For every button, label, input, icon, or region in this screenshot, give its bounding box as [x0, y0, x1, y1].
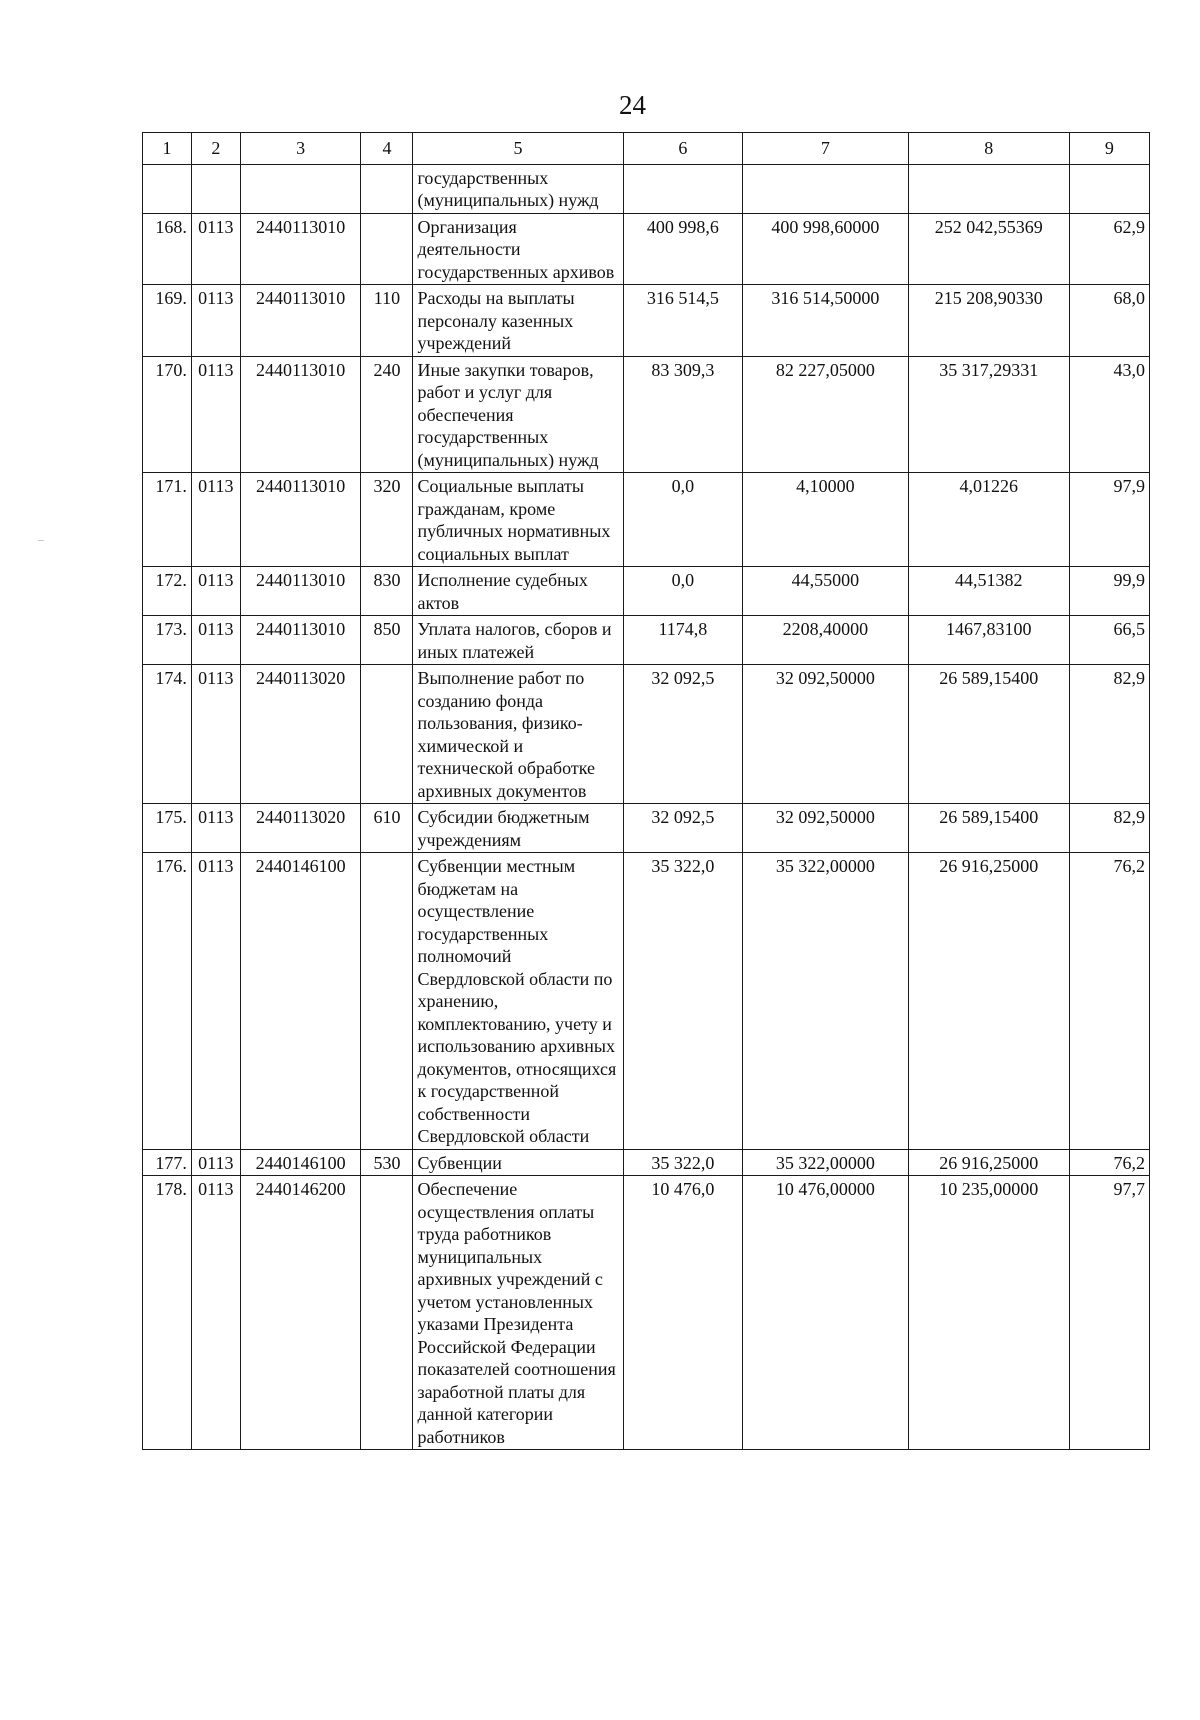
target-article-code: 2440113010 [240, 285, 361, 357]
planned-amount: 35 322,0 [623, 853, 743, 1150]
executed-amount: 215 208,90330 [908, 285, 1069, 357]
execution-percent: 68,0 [1069, 285, 1149, 357]
column-number-row [143, 133, 1150, 165]
specified-amount: 32 092,50000 [743, 665, 908, 804]
expense-name: Выполнение работ по созданию фонда пользования, физико-химической и технической обработке архивных документов [413, 665, 623, 804]
table-row [143, 853, 1150, 1150]
column-number: 9 [1069, 133, 1149, 165]
execution-percent: 97,7 [1069, 1176, 1149, 1450]
expense-type-code: 830 [361, 567, 413, 616]
execution-percent: 76,2 [1069, 853, 1149, 1150]
executed-amount: 26 916,25000 [908, 1149, 1069, 1176]
budget-table [142, 132, 1150, 1450]
row-number: 177. [143, 1149, 192, 1176]
expense-name: Субсидии бюджетным учреждениям [413, 804, 623, 853]
row-number: 172. [143, 567, 192, 616]
table-row [143, 473, 1150, 567]
section-code: 0113 [191, 285, 240, 357]
expense-type-code: 610 [361, 804, 413, 853]
section-code: 0113 [191, 356, 240, 473]
target-article-code: 2440146100 [240, 853, 361, 1150]
row-number: 171. [143, 473, 192, 567]
table-row [143, 665, 1150, 804]
table-header [143, 133, 1150, 165]
expense-type-code [361, 1176, 413, 1450]
table-row [143, 164, 1150, 213]
row-number: 176. [143, 853, 192, 1150]
executed-amount: 252 042,55369 [908, 213, 1069, 285]
executed-amount [908, 164, 1069, 213]
target-article-code: 2440113010 [240, 356, 361, 473]
row-number [143, 164, 192, 213]
row-number: 168. [143, 213, 192, 285]
target-article-code: 2440146200 [240, 1176, 361, 1450]
planned-amount [623, 164, 743, 213]
executed-amount: 44,51382 [908, 567, 1069, 616]
executed-amount: 26 589,15400 [908, 665, 1069, 804]
table-body [143, 164, 1150, 1450]
row-number: 175. [143, 804, 192, 853]
executed-amount: 26 916,25000 [908, 853, 1069, 1150]
executed-amount: 35 317,29331 [908, 356, 1069, 473]
executed-amount: 1467,83100 [908, 616, 1069, 665]
specified-amount [743, 164, 908, 213]
planned-amount: 400 998,6 [623, 213, 743, 285]
expense-name: государственных (муниципальных) нужд [413, 164, 623, 213]
table-row [143, 213, 1150, 285]
executed-amount: 26 589,15400 [908, 804, 1069, 853]
planned-amount: 1174,8 [623, 616, 743, 665]
target-article-code: 2440113020 [240, 665, 361, 804]
expense-name: Обеспечение осуществления оплаты труда работников муниципальных архивных учреждений с учетом установленных указами Президента Российской Федерации показателей соотношения заработной платы для данной категории работников [413, 1176, 623, 1450]
target-article-code: 2440113010 [240, 213, 361, 285]
table-row [143, 567, 1150, 616]
execution-percent: 76,2 [1069, 1149, 1149, 1176]
section-code: 0113 [191, 473, 240, 567]
expense-name: Иные закупки товаров, работ и услуг для обеспечения государственных (муниципальных) нужд [413, 356, 623, 473]
section-code [191, 164, 240, 213]
expense-name: Социальные выплаты гражданам, кроме публичных нормативных социальных выплат [413, 473, 623, 567]
expense-type-code [361, 665, 413, 804]
planned-amount: 0,0 [623, 567, 743, 616]
target-article-code [240, 164, 361, 213]
row-number: 173. [143, 616, 192, 665]
section-code: 0113 [191, 1176, 240, 1450]
row-number: 169. [143, 285, 192, 357]
execution-percent: 62,9 [1069, 213, 1149, 285]
section-code: 0113 [191, 567, 240, 616]
planned-amount: 0,0 [623, 473, 743, 567]
target-article-code: 2440113010 [240, 473, 361, 567]
executed-amount: 4,01226 [908, 473, 1069, 567]
expense-name: Уплата налогов, сборов и иных платежей [413, 616, 623, 665]
expense-type-code [361, 853, 413, 1150]
execution-percent [1069, 164, 1149, 213]
expense-type-code: 530 [361, 1149, 413, 1176]
specified-amount: 2208,40000 [743, 616, 908, 665]
expense-name: Субвенции [413, 1149, 623, 1176]
column-number: 3 [240, 133, 361, 165]
section-code: 0113 [191, 213, 240, 285]
specified-amount: 10 476,00000 [743, 1176, 908, 1450]
target-article-code: 2440113010 [240, 616, 361, 665]
expense-name: Расходы на выплаты персоналу казенных учреждений [413, 285, 623, 357]
planned-amount: 316 514,5 [623, 285, 743, 357]
execution-percent: 82,9 [1069, 804, 1149, 853]
specified-amount: 400 998,60000 [743, 213, 908, 285]
section-code: 0113 [191, 804, 240, 853]
column-number: 6 [623, 133, 743, 165]
planned-amount: 10 476,0 [623, 1176, 743, 1450]
target-article-code: 2440113010 [240, 567, 361, 616]
table-row [143, 616, 1150, 665]
execution-percent: 82,9 [1069, 665, 1149, 804]
row-number: 170. [143, 356, 192, 473]
row-number: 174. [143, 665, 192, 804]
expense-name: Исполнение судебных актов [413, 567, 623, 616]
section-code: 0113 [191, 616, 240, 665]
execution-percent: 99,9 [1069, 567, 1149, 616]
specified-amount: 316 514,50000 [743, 285, 908, 357]
section-code: 0113 [191, 665, 240, 804]
planned-amount: 83 309,3 [623, 356, 743, 473]
column-number: 2 [191, 133, 240, 165]
column-number: 5 [413, 133, 623, 165]
specified-amount: 32 092,50000 [743, 804, 908, 853]
column-number: 4 [361, 133, 413, 165]
planned-amount: 35 322,0 [623, 1149, 743, 1176]
execution-percent: 43,0 [1069, 356, 1149, 473]
target-article-code: 2440146100 [240, 1149, 361, 1176]
table-row [143, 356, 1150, 473]
row-number: 178. [143, 1176, 192, 1450]
table-row [143, 285, 1150, 357]
expense-type-code: 110 [361, 285, 413, 357]
execution-percent: 97,9 [1069, 473, 1149, 567]
specified-amount: 35 322,00000 [743, 1149, 908, 1176]
column-number: 7 [743, 133, 908, 165]
section-code: 0113 [191, 1149, 240, 1176]
table-row [143, 1176, 1150, 1450]
specified-amount: 35 322,00000 [743, 853, 908, 1150]
specified-amount: 82 227,05000 [743, 356, 908, 473]
expense-name: Субвенции местным бюджетам на осуществление государственных полномочий Свердловской области по хранению, комплектованию, учету и использованию архивных документов, относящихся к государственной собственности Свердловской области [413, 853, 623, 1150]
column-number: 1 [143, 133, 192, 165]
expense-type-code [361, 213, 413, 285]
expense-type-code: 240 [361, 356, 413, 473]
specified-amount: 4,10000 [743, 473, 908, 567]
execution-percent: 66,5 [1069, 616, 1149, 665]
planned-amount: 32 092,5 [623, 665, 743, 804]
target-article-code: 2440113020 [240, 804, 361, 853]
executed-amount: 10 235,00000 [908, 1176, 1069, 1450]
specified-amount: 44,55000 [743, 567, 908, 616]
column-number: 8 [908, 133, 1069, 165]
table-row [143, 1149, 1150, 1176]
section-code: 0113 [191, 853, 240, 1150]
table-row [143, 804, 1150, 853]
expense-name: Организация деятельности государственных архивов [413, 213, 623, 285]
expense-type-code: 850 [361, 616, 413, 665]
expense-type-code: 320 [361, 473, 413, 567]
planned-amount: 32 092,5 [623, 804, 743, 853]
expense-type-code [361, 164, 413, 213]
page-number: 24 [619, 90, 646, 120]
scan-mark [38, 540, 44, 541]
